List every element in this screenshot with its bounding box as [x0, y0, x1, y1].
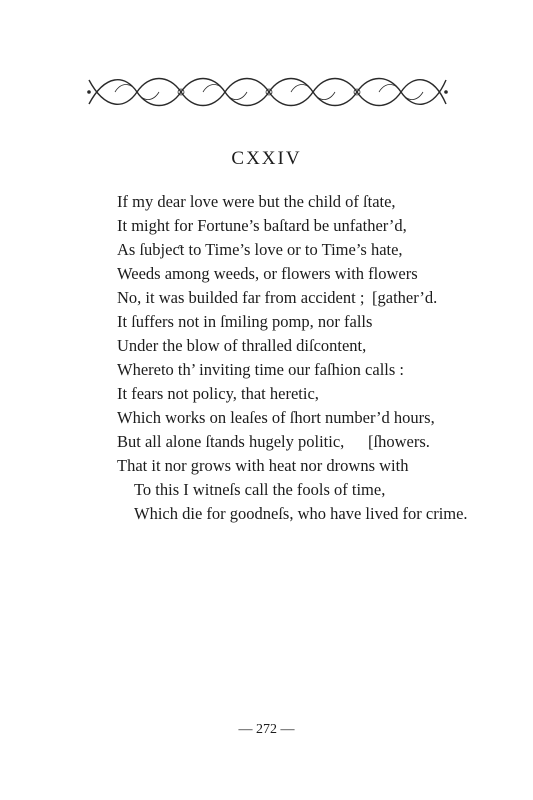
- sonnet-line-4: Weeds among weeds, or flowers with flowers: [117, 264, 418, 283]
- sonnet-line-12: That it nor grows with heat nor drowns with: [117, 456, 409, 475]
- sonnet-line-11: But all alone ſtands hugely politic,: [117, 432, 345, 451]
- sonnet-line-8: Whereto th’ inviting time our faſhion calls :: [117, 360, 404, 379]
- sonnet-line-6: It ſuffers not in ſmiling pomp, nor falls: [117, 312, 373, 331]
- sonnet-line-3: As ſubjeƈt to Time’s love or to Time’s hate,: [117, 240, 403, 259]
- turnover-showers: [ſhowers.: [368, 432, 430, 451]
- sonnet-line-10: Which works on leaſes of ſhort number’d hours,: [117, 408, 435, 427]
- sonnet-line-5: No, it was builded far from accident ;: [117, 288, 365, 307]
- sonnet-number-heading: CXXIV: [231, 148, 302, 169]
- sonnet-line-1: If my dear love were but the child of ſtate,: [117, 192, 396, 211]
- turnover-gathered: [gather’d.: [372, 288, 438, 307]
- sonnet-line-13: To this I witneſs call the fools of time,: [134, 480, 386, 499]
- decorative-flourish-ornament: [85, 70, 450, 114]
- sonnet-line-7: Under the blow of thralled diſcontent,: [117, 336, 367, 355]
- sonnet-line-2: It might for Fortune’s baſtard be unfather’d,: [117, 216, 407, 235]
- sonnet-line-14: Which die for goodneſs, who have lived for crime.: [134, 504, 468, 523]
- sonnet-line-9: It fears not policy, that heretic,: [117, 384, 319, 403]
- page-number: — 272 —: [238, 722, 295, 737]
